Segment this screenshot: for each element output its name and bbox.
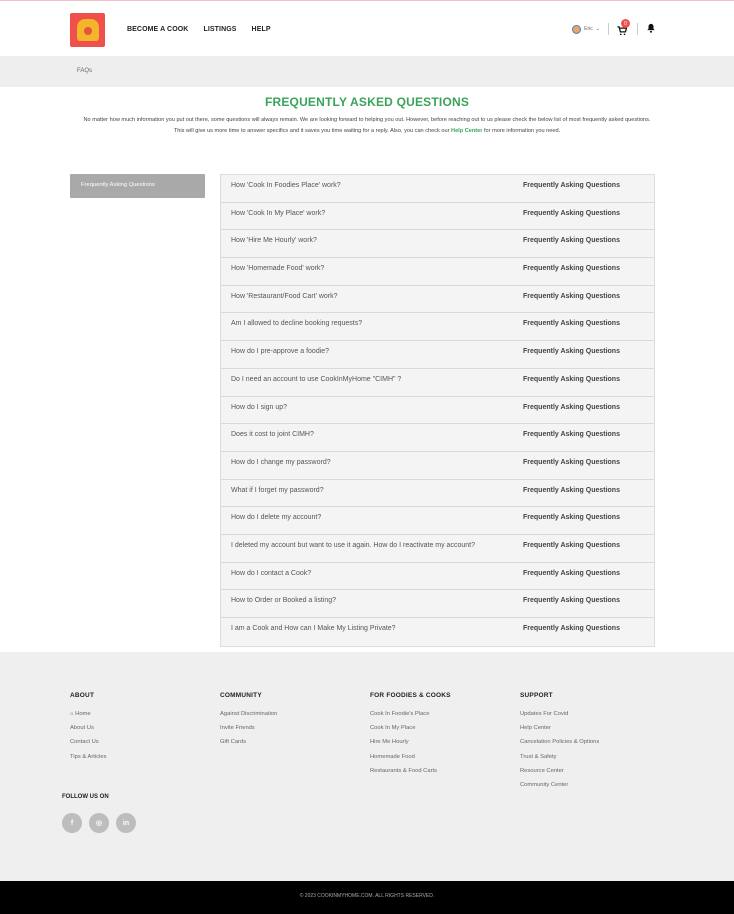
divider bbox=[608, 23, 609, 35]
faq-item[interactable] bbox=[221, 258, 654, 286]
social-links bbox=[62, 813, 136, 833]
faq-question[interactable]: How 'Hire Me Hourly' work? bbox=[231, 237, 317, 245]
footer-link[interactable]: Tips & Articles bbox=[70, 753, 107, 760]
faq-category: Frequently Asking Questions bbox=[523, 514, 620, 522]
faq-question[interactable]: How do I pre-approve a foodie? bbox=[231, 348, 330, 356]
faq-question[interactable]: How 'Cook In Foodies Place' work? bbox=[231, 182, 341, 189]
user-menu[interactable] bbox=[572, 25, 600, 34]
faq-item[interactable] bbox=[221, 230, 654, 258]
faq-list bbox=[220, 174, 655, 647]
copyright-bar bbox=[0, 881, 734, 914]
footer-heading: COMMUNITY bbox=[220, 692, 262, 699]
intro-text-part: for more information you need. bbox=[482, 127, 561, 134]
faq-item[interactable] bbox=[221, 424, 654, 452]
footer-heading: SUPPORT bbox=[520, 692, 553, 699]
faq-item[interactable] bbox=[221, 590, 654, 618]
faq-question[interactable]: Am I allowed to decline booking requests? bbox=[231, 320, 363, 328]
footer-link[interactable]: Help Center bbox=[520, 725, 551, 732]
faq-item[interactable] bbox=[221, 452, 654, 480]
faq-item[interactable] bbox=[221, 175, 654, 203]
faq-item[interactable] bbox=[221, 397, 654, 425]
faq-question[interactable]: Do I need an account to use CookInMyHome "CIMH" ? bbox=[231, 375, 402, 383]
cart-button[interactable] bbox=[617, 20, 629, 35]
faq-category: Frequently Asking Questions bbox=[523, 403, 620, 411]
home-icon: ⌂ bbox=[70, 711, 74, 717]
faq-category: Frequently Asking Questions bbox=[523, 320, 620, 328]
footer-link[interactable]: Cook In Foodie's Place bbox=[370, 711, 430, 717]
faq-question[interactable]: Does it cost to joint CIMH? bbox=[231, 431, 314, 439]
avatar bbox=[572, 25, 581, 34]
footer-link[interactable]: Against Discrimination bbox=[220, 711, 278, 717]
faq-item[interactable] bbox=[221, 618, 654, 646]
faq-item[interactable] bbox=[221, 341, 654, 369]
site-header bbox=[0, 1, 734, 57]
faq-category: Frequently Asking Questions bbox=[523, 182, 620, 189]
faq-category: Frequently Asking Questions bbox=[523, 569, 620, 577]
faq-category: Frequently Asking Questions bbox=[523, 265, 620, 273]
faq-question[interactable]: How do I contact a Cook? bbox=[231, 569, 312, 577]
faq-category: Frequently Asking Questions bbox=[523, 541, 620, 549]
footer-link[interactable]: Contact Us bbox=[70, 739, 99, 746]
faq-category: Frequently Asking Questions bbox=[523, 237, 620, 245]
faq-item[interactable] bbox=[221, 286, 654, 314]
nav-help[interactable]: HELP bbox=[251, 26, 271, 33]
user-name: Eric bbox=[584, 26, 593, 32]
footer-link[interactable]: Cook In My Place bbox=[370, 725, 416, 732]
faq-item[interactable] bbox=[221, 535, 654, 563]
faq-category: Frequently Asking Questions bbox=[523, 292, 620, 300]
faq-question[interactable]: How 'Cook In My Place' work? bbox=[231, 209, 326, 217]
help-center-link[interactable]: Help Center bbox=[451, 127, 483, 134]
notifications-button[interactable] bbox=[646, 20, 656, 38]
faq-category: Frequently Asking Questions bbox=[523, 625, 620, 632]
divider bbox=[637, 23, 638, 35]
header-actions bbox=[572, 19, 656, 39]
faq-question[interactable]: How do I sign up? bbox=[231, 403, 288, 411]
faq-category: Frequently Asking Questions bbox=[523, 458, 620, 466]
faq-question[interactable]: How do I change my password? bbox=[231, 458, 331, 466]
faq-question[interactable]: I am a Cook and How can I Make My Listing Private? bbox=[231, 625, 396, 632]
footer-link[interactable]: Homemade Food bbox=[370, 753, 415, 760]
faq-category: Frequently Asking Questions bbox=[523, 597, 620, 605]
toast-logo-icon bbox=[77, 19, 99, 41]
footer-heading: FOR FOODIES & COOKS bbox=[370, 692, 451, 699]
faq-item[interactable] bbox=[221, 313, 654, 341]
faq-item[interactable] bbox=[221, 507, 654, 535]
intro-text bbox=[79, 115, 655, 136]
faq-category: Frequently Asking Questions bbox=[523, 348, 620, 356]
faq-item[interactable] bbox=[221, 203, 654, 231]
facebook-icon[interactable]: f bbox=[62, 813, 82, 833]
footer-col-about bbox=[70, 692, 107, 768]
instagram-icon[interactable]: ◎ bbox=[89, 813, 109, 833]
faq-category: Frequently Asking Questions bbox=[523, 486, 620, 494]
faq-question[interactable]: How 'Restaurant/Food Cart' work? bbox=[231, 292, 338, 300]
nav-become-a-cook[interactable]: BECOME A COOK bbox=[127, 26, 189, 33]
faq-category: Frequently Asking Questions bbox=[523, 431, 620, 439]
footer-col-foodies bbox=[370, 692, 451, 782]
faq-question[interactable]: I deleted my account but want to use it again. How do I reactivate my account? bbox=[231, 541, 475, 549]
faq-item[interactable] bbox=[221, 563, 654, 591]
cart-count-badge: 0 bbox=[621, 19, 630, 28]
breadcrumb bbox=[0, 57, 734, 87]
footer-link[interactable]: Restaurants & Food Carts bbox=[370, 767, 438, 774]
chevron-down-icon: ⌄ bbox=[595, 26, 600, 32]
footer-link-home[interactable] bbox=[70, 711, 107, 717]
brand-logo[interactable] bbox=[70, 13, 105, 47]
faq-item[interactable] bbox=[221, 480, 654, 508]
footer-heading: ABOUT bbox=[70, 692, 95, 699]
site-footer bbox=[0, 652, 734, 881]
faq-question[interactable]: How 'Homemade Food' work? bbox=[231, 265, 325, 273]
footer-link[interactable]: Updates For Covid bbox=[520, 711, 569, 717]
footer-link[interactable]: Trust & Safety bbox=[520, 753, 557, 760]
copyright-text: © 2023 COOKINMYHOME.COM. ALL RIGHTS RESERVED. bbox=[299, 893, 435, 899]
footer-link[interactable]: Cancelation Policies & Options bbox=[520, 739, 600, 746]
footer-link[interactable]: Hire Me Hourly bbox=[370, 739, 409, 746]
footer-link[interactable]: About Us bbox=[70, 725, 94, 732]
faq-question[interactable]: How do I delete my account? bbox=[231, 514, 322, 522]
follow-us-label: FOLLOW US ON bbox=[62, 794, 109, 800]
footer-link[interactable]: Invite Friends bbox=[220, 725, 255, 732]
nav-listings[interactable]: LISTINGS bbox=[203, 26, 237, 33]
category-button-faq[interactable]: Frequently Asking Questions bbox=[70, 174, 205, 198]
page-title: FREQUENTLY ASKED QUESTIONS bbox=[264, 95, 470, 109]
intro-text-part: No matter how much information you put out there, some questions will always remain. We are looking forward to helping you out. However, before reaching out to us please check the below list of most frequently asked questions. This will give us more time to answer specifics and it saves you time waiting for a reply. Also, you can check our bbox=[83, 117, 651, 134]
bell-icon bbox=[646, 23, 656, 33]
main-nav bbox=[127, 26, 271, 33]
footer-link[interactable]: Gift Cards bbox=[220, 739, 247, 746]
faq-question[interactable]: What if I forget my password? bbox=[231, 486, 324, 494]
footer-link-label: Home bbox=[75, 711, 91, 717]
linkedin-icon[interactable]: in bbox=[116, 813, 136, 833]
footer-col-community bbox=[220, 692, 277, 754]
faq-question[interactable]: How to Order or Booked a listing? bbox=[231, 597, 337, 605]
footer-link[interactable]: Resource Center bbox=[520, 767, 564, 774]
breadcrumb-current: FAQs bbox=[77, 68, 93, 74]
faq-category: Frequently Asking Questions bbox=[523, 209, 620, 217]
faq-item[interactable] bbox=[221, 369, 654, 397]
footer-link[interactable]: Community Center bbox=[520, 781, 569, 788]
footer-col-support bbox=[520, 692, 599, 796]
faq-category: Frequently Asking Questions bbox=[523, 375, 620, 383]
